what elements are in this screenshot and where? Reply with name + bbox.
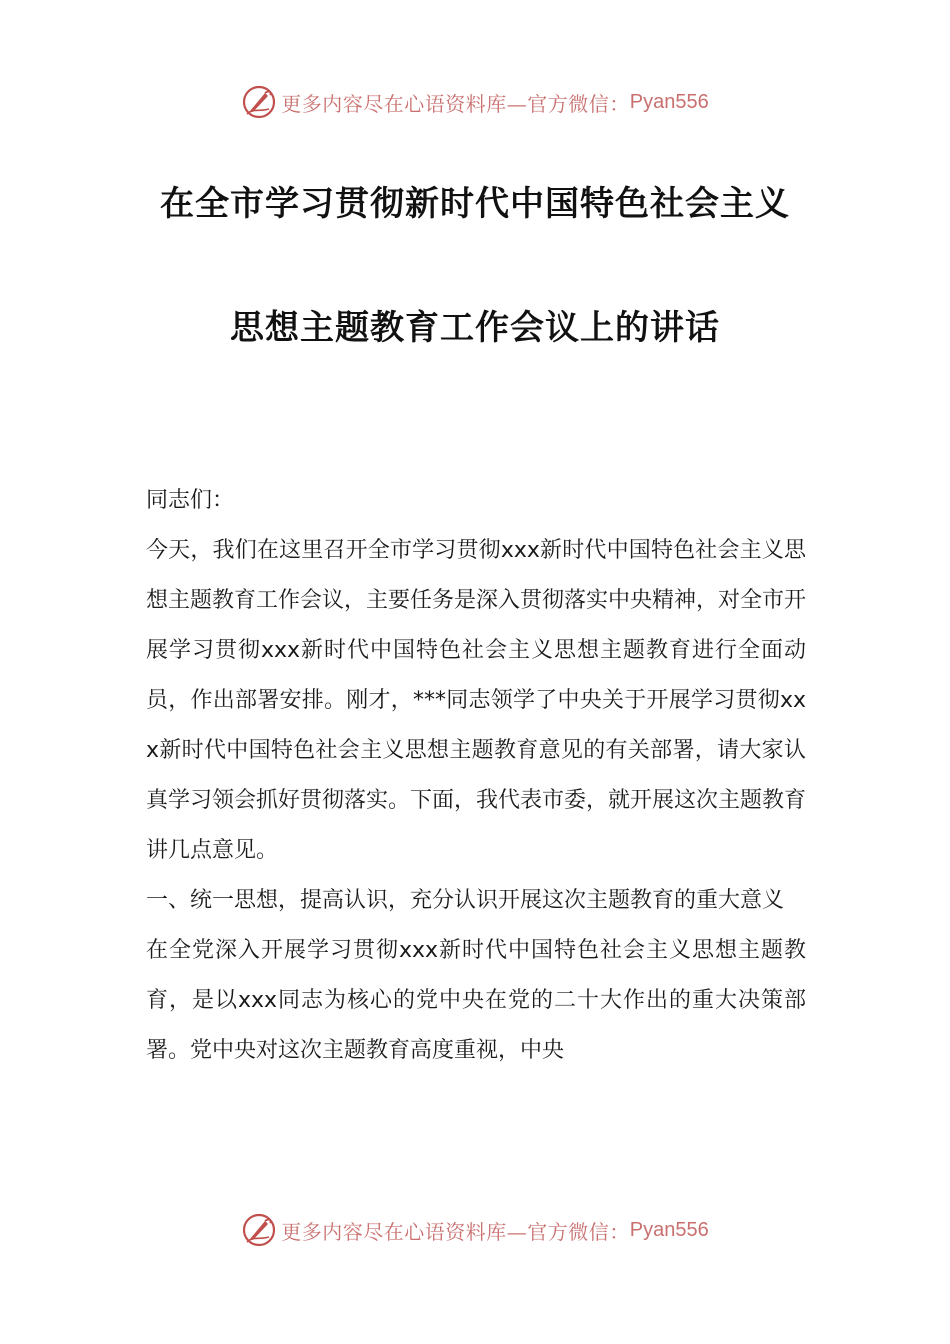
banner-text: 更多内容尽在心语资料库—官方微信： xyxy=(281,1219,630,1244)
footer-watermark-banner xyxy=(0,1208,950,1252)
quill-logo-icon xyxy=(241,84,277,120)
section-heading: 一、统一思想，提高认识，充分认识开展这次主题教育的重大意义 xyxy=(146,888,785,913)
header-watermark-banner xyxy=(0,80,950,124)
body-paragraph: 今天，我们在这里召开全市学习贯彻xxx新时代中国特色社会主义思想主题教育工作会议，主要任务是深入贯彻落实中央精神，对全市开展学习贯彻xxx新时代中国特色社会主义思想主题教育进行全面动员，作出部署安排。刚才，***同志领学了中央关于开展学习贯彻xxx新时代中国特色社会主义思想主题教育意见的有关部署，请大家认真学习领会抓好贯彻落实。下面，我代表市委，就开展这次主题教育讲几点意见。 xyxy=(146,538,807,863)
document-title-line-1: 在全市学习贯彻新时代中国特色社会主义 xyxy=(160,184,790,224)
banner-wechat-id: Pyan556 xyxy=(629,90,709,113)
salutation: 同志们： xyxy=(146,488,235,513)
document-title-line-2: 思想主题教育工作会议上的讲话 xyxy=(230,308,720,348)
banner-wechat-id: Pyan556 xyxy=(629,1218,709,1241)
quill-logo-icon xyxy=(241,1212,277,1248)
body-paragraph: 在全党深入开展学习贯彻xxx新时代中国特色社会主义思想主题教育，是以xxx同志为核心的党中央在党的二十大作出的重大决策部署。党中央对这次主题教育高度重视，中央 xyxy=(146,938,806,1063)
banner-text: 更多内容尽在心语资料库—官方微信： xyxy=(281,91,630,116)
document-body xyxy=(146,476,806,1076)
